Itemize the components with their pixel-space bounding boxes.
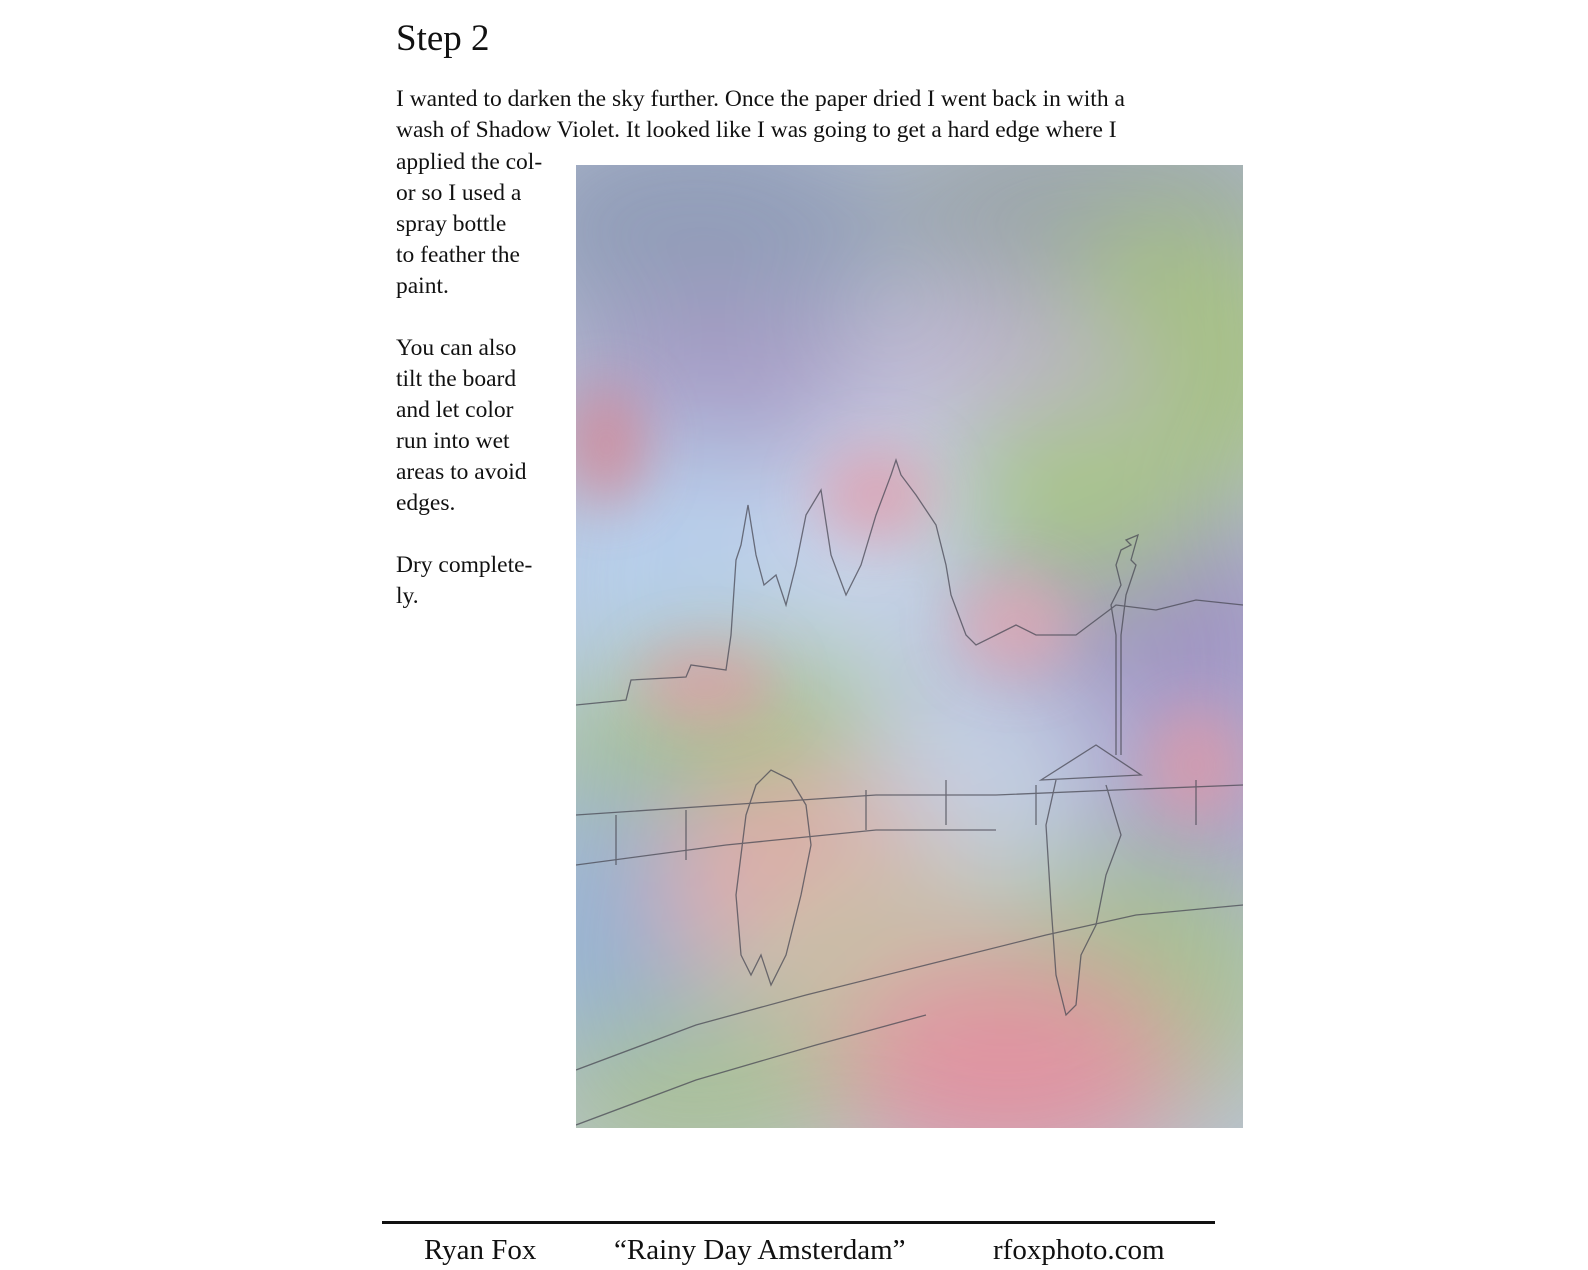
side-line: areas to avoid — [396, 459, 527, 485]
intro-line: I wanted to darken the sky further. Once the paper dried I went back in with a — [396, 86, 1125, 112]
side-line: spray bottle — [396, 211, 507, 237]
intro-paragraph — [396, 84, 1236, 146]
side-paragraph-dry — [396, 550, 571, 612]
side-line: You can also — [396, 335, 517, 361]
side-line: applied the col- — [396, 149, 543, 175]
footer-divider — [382, 1221, 1215, 1224]
footer-website: rfoxphoto.com — [993, 1234, 1165, 1266]
step-heading: Step 2 — [396, 18, 490, 59]
side-line: and let color — [396, 397, 514, 423]
side-line: Dry complete- — [396, 552, 533, 578]
side-notes — [396, 147, 571, 643]
footer-author: Ryan Fox — [424, 1234, 537, 1266]
side-paragraph-feather — [396, 147, 571, 302]
side-line: ly. — [396, 583, 419, 609]
side-line: to feather the — [396, 242, 520, 268]
intro-line: wash of Shadow Violet. It looked like I was going to get a hard edge where I — [396, 117, 1117, 143]
side-line: paint. — [396, 273, 449, 299]
side-line: or so I used a — [396, 180, 522, 206]
footer-artwork-title: “Rainy Day Amsterdam” — [614, 1234, 906, 1266]
watercolor-painting — [576, 165, 1243, 1128]
side-line: edges. — [396, 490, 456, 516]
side-paragraph-tilt — [396, 333, 571, 519]
side-line: tilt the board — [396, 366, 517, 392]
side-line: run into wet — [396, 428, 510, 454]
